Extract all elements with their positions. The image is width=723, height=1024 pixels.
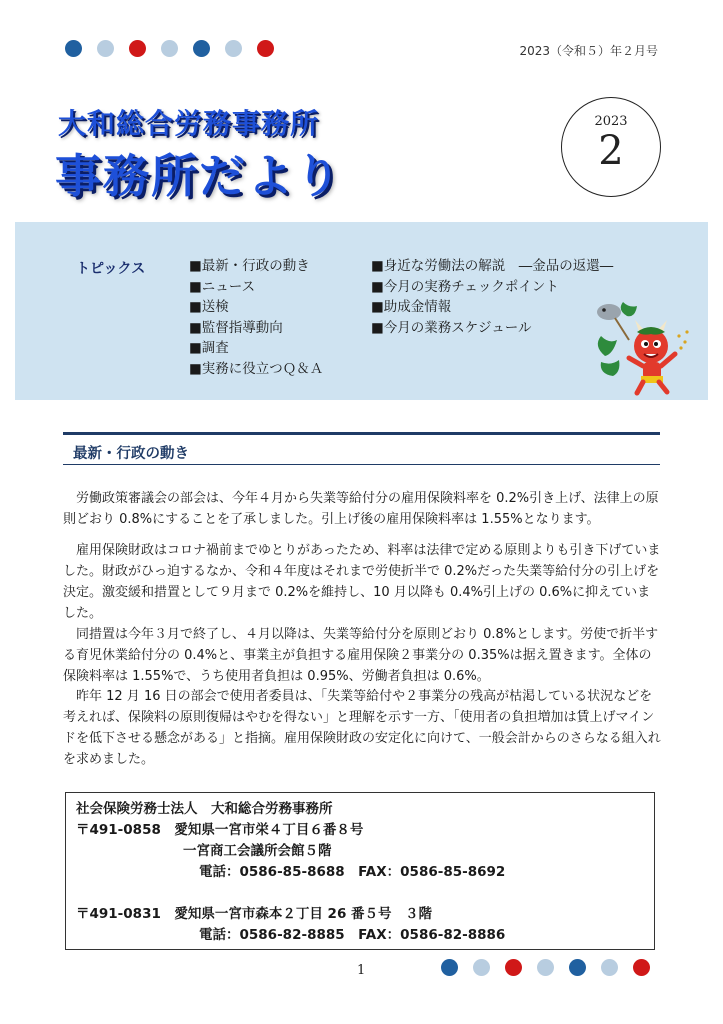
topic-item: ■ニュース <box>189 278 256 295</box>
topic-item: ■助成金情報 <box>371 299 452 315</box>
decorative-dot <box>569 959 586 976</box>
section-header <box>63 432 660 465</box>
decorative-dot <box>505 959 522 976</box>
decorative-dot <box>633 959 650 976</box>
decorative-dot <box>161 40 178 57</box>
decorative-dots-top <box>65 40 274 57</box>
decorative-dot <box>97 40 114 57</box>
topic-item: ■最新・行政の動き <box>189 258 310 274</box>
article-paragraph-4 <box>63 686 663 770</box>
topics-column-2 <box>371 256 613 338</box>
issue-year: 2023 <box>594 114 628 129</box>
issue-date: 2023（令和５）年２月号 <box>519 44 658 58</box>
decorative-dot <box>129 40 146 57</box>
article-paragraph-2 <box>63 540 663 624</box>
topics-column-1 <box>189 256 323 379</box>
article-paragraph-3 <box>63 624 663 687</box>
topic-item: ■監督指導動向 <box>189 319 283 336</box>
decorative-dot <box>225 40 242 57</box>
page-number: 1 <box>357 963 366 978</box>
issue-badge <box>561 97 661 197</box>
paragraph-text: 労働政策審議会の部会は、今年４月から失業等給付分の雇用保険料率を 0.2%引き上げ、法律上の原則どおり 0.8%にすることを了承しました。引上げ後の雇用保険料率は 1.55%となります。 <box>63 491 659 527</box>
issue-number: 2 <box>598 128 624 174</box>
decorative-dot <box>257 40 274 57</box>
office-name: 大和総合労務事務所 <box>58 107 320 140</box>
article-paragraph-1 <box>63 488 663 530</box>
topics-label: トピックス <box>76 261 146 277</box>
topic-item: ■身近な労働法の解説 ―金品の返還― <box>371 258 614 274</box>
office1-building: 一宮商工会議所会館５階 <box>183 843 332 859</box>
office1-address: 〒491-0858 愛知県一宮市栄４丁目６番８号 <box>76 822 364 838</box>
topic-item: ■送検 <box>189 299 229 315</box>
oni-mascot-illustration <box>583 296 693 396</box>
decorative-dots-bottom <box>441 959 650 976</box>
paragraph-text: 昨年 12 月 16 日の部会で使用者委員は、「失業等給付や２事業分の残高が枯渇している状況などを考えれば、保険料の原則復帰はやむを得ない」と理解を示す一方、「使用者の負担増加は賃上げマインドを低下させる懸念がある」と指摘。雇用保険財政の安定化に向けて、一般会計からのさらなる組入れを求めました。 <box>63 689 661 767</box>
decorative-dot <box>65 40 82 57</box>
decorative-dot <box>441 959 458 976</box>
contact-org: 社会保険労務士法人 大和総合労務事務所 <box>76 801 333 817</box>
topic-item: ■今月の業務スケジュール <box>371 319 532 336</box>
topic-item: ■今月の実務チェックポイント <box>371 278 559 295</box>
topics-panel <box>15 222 708 400</box>
paragraph-text: 同措置は今年３月で終了し、４月以降は、失業等給付分を原則どおり 0.8%とします。労使で折半する育児休業給付分の 0.4%と、事業主が負担する雇用保険２事業分の 0.35%は据え置きます。全体の保険料率は 1.55%で、うち使用者負担は 0.95%、労働者負担は 0.6%。 <box>63 627 659 684</box>
newsletter-title: 事務所だより <box>55 149 343 203</box>
topic-item: ■調査 <box>189 340 229 356</box>
decorative-dot <box>193 40 210 57</box>
paragraph-text: 雇用保険財政はコロナ禍前までゆとりがあったため、料率は法律で定める原則よりも引き下げていました。財政がひっ迫するなか、令和４年度はそれまで労使折半で 0.2%だった失業等給付分の引上げを決定。激変緩和措置として９月まで 0.2%を維持し、10 月以降も 0.4%引上げの 0.6%に抑えていました。 <box>63 543 661 621</box>
contact-box <box>65 792 655 950</box>
decorative-dot <box>473 959 490 976</box>
office2-phone: 電話：0586-82-8885 FAX：0586-82-8886 <box>199 927 506 943</box>
section-title: 最新・行政の動き <box>73 446 189 462</box>
office1-phone: 電話：0586-85-8688 FAX：0586-85-8692 <box>199 864 506 880</box>
decorative-dot <box>537 959 554 976</box>
topic-item: ■実務に役立つＱ＆Ａ <box>189 360 324 377</box>
office2-address: 〒491-0831 愛知県一宮市森本２丁目 26 番５号 ３階 <box>76 906 433 922</box>
decorative-dot <box>601 959 618 976</box>
